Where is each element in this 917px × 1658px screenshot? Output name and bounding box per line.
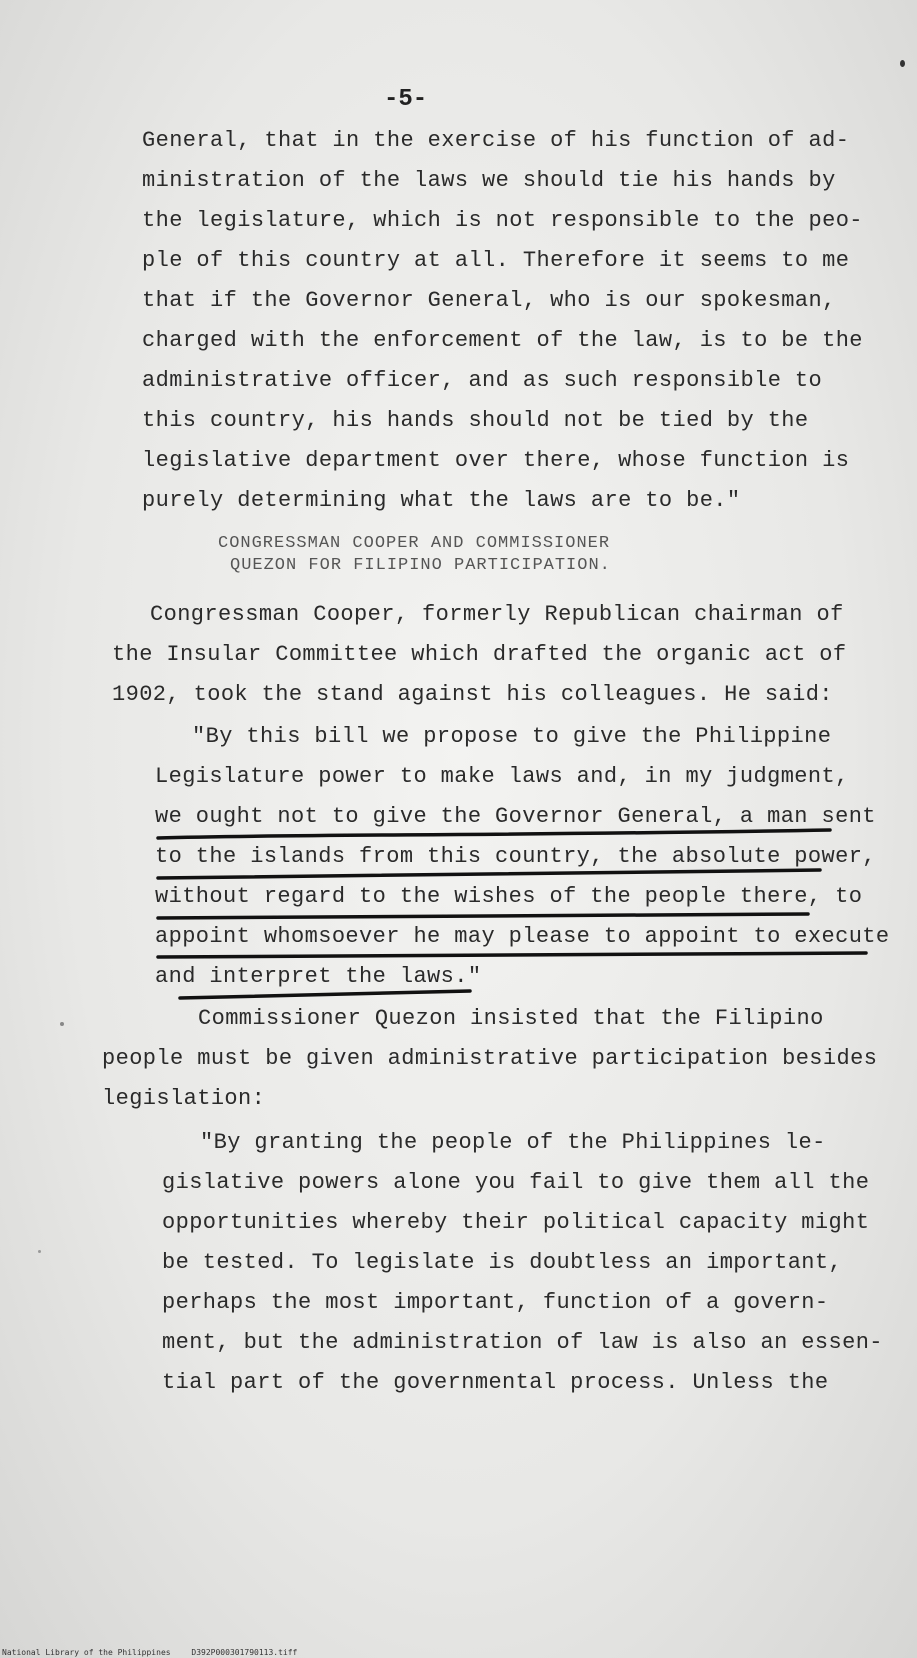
underline-stroke xyxy=(180,991,470,998)
page-number: -5- xyxy=(384,86,428,113)
quote-line: "By this bill we propose to give the Philippine xyxy=(192,724,832,749)
scan-footer xyxy=(2,1648,313,1657)
quote-line: to the islands from this country, the absolute power, xyxy=(155,844,876,869)
text-line: this country, his hands should not be tied by the xyxy=(142,408,809,433)
text-line: legislation: xyxy=(102,1086,266,1111)
section-heading: QUEZON FOR FILIPINO PARTICIPATION. xyxy=(230,556,611,575)
underline-stroke xyxy=(158,953,866,957)
quote-line: perhaps the most important, function of a govern- xyxy=(162,1290,829,1315)
text-line: legislative department over there, whose function is xyxy=(142,448,850,473)
text-line: charged with the enforcement of the law, is to be the xyxy=(142,328,863,353)
underline-stroke xyxy=(158,914,808,918)
text-line: administrative officer, and as such responsible to xyxy=(142,368,823,393)
scan-speck xyxy=(38,1250,41,1253)
scan-speck xyxy=(900,60,905,67)
text-line: the Insular Committee which drafted the organic act of xyxy=(112,642,847,667)
text-line: Congressman Cooper, formerly Republican chairman of xyxy=(150,602,844,627)
text-line: ministration of the laws we should tie his hands by xyxy=(142,168,836,193)
underline-stroke xyxy=(158,830,830,838)
quote-line: and interpret the laws." xyxy=(155,964,482,989)
quote-line: appoint whomsoever he may please to appoint to execute xyxy=(155,924,890,949)
section-heading: CONGRESSMAN COOPER AND COMMISSIONER xyxy=(218,534,611,553)
text-line: people must be given administrative participation besides xyxy=(102,1046,878,1071)
text-line: 1902, took the stand against his colleagues. He said: xyxy=(112,682,833,707)
scan-speck xyxy=(60,1022,64,1026)
quote-line: ment, but the administration of law is also an essen- xyxy=(162,1330,883,1355)
quote-line: we ought not to give the Governor General, a man sent xyxy=(155,804,876,829)
quote-line: tial part of the governmental process. Unless the xyxy=(162,1370,829,1395)
text-line: ple of this country at all. Therefore it seems to me xyxy=(142,248,850,273)
text-line: that if the Governor General, who is our spokesman, xyxy=(142,288,836,313)
footer-file: D392P000301790113.tiff xyxy=(191,1648,298,1657)
text-line: Commissioner Quezon insisted that the Filipino xyxy=(198,1006,824,1031)
quote-line: gislative powers alone you fail to give them all the xyxy=(162,1170,870,1195)
quote-line: be tested. To legislate is doubtless an important, xyxy=(162,1250,843,1275)
quote-line: opportunities whereby their political capacity might xyxy=(162,1210,870,1235)
quote-line: without regard to the wishes of the people there, to xyxy=(155,884,863,909)
quote-line: Legislature power to make laws and, in my judgment, xyxy=(155,764,849,789)
footer-institution: National Library of the Philippines xyxy=(2,1648,171,1657)
underline-stroke xyxy=(158,870,820,878)
quote-line: "By granting the people of the Philippines le- xyxy=(200,1130,826,1155)
text-line: General, that in the exercise of his function of ad- xyxy=(142,128,850,153)
text-line: the legislature, which is not responsible to the peo- xyxy=(142,208,863,233)
text-line: purely determining what the laws are to be." xyxy=(142,488,741,513)
